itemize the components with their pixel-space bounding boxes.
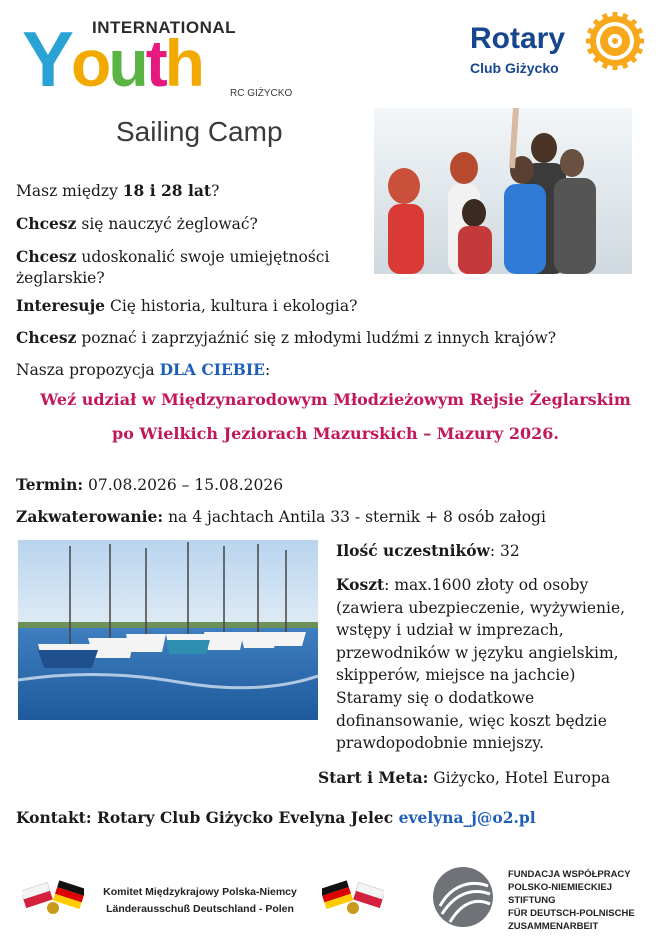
- headline-line1: Weź udział w Międzynarodowym Młodzieżowym Rejsie Żeglarskim: [40, 390, 631, 409]
- fundacja-line: FUNDACJA WSPÓŁPRACY: [508, 869, 631, 880]
- logo-letter-y: Y: [22, 15, 72, 103]
- zakwaterowanie: [16, 506, 546, 528]
- logo-rc-gizycko: RC GIŻYCKO: [230, 88, 293, 99]
- intro-question-interests: [16, 295, 357, 317]
- logo-international: INTERNATIONAL: [92, 18, 237, 37]
- rotary-subtitle: Club Giżycko: [470, 60, 559, 76]
- fundacja-line: FÜR DEUTSCH-POLNISCHE: [508, 908, 635, 919]
- intro-q4-bold: Interesuje: [16, 296, 106, 315]
- koszt-line: prawdopodobnie mniejszy.: [336, 734, 544, 753]
- fundacja-text: [508, 868, 635, 933]
- contact-label: Kontakt: Rotary Club Giżycko Evelyna Jelec: [16, 808, 399, 827]
- intro-offer: [16, 359, 270, 381]
- logo-letter-u: u: [108, 26, 146, 100]
- ilosc-value: : 32: [489, 542, 520, 560]
- sailing-boats-photo: [18, 540, 318, 720]
- koszt-line: (zawiera ubezpieczenie, wyżywienie,: [336, 598, 626, 617]
- intro-question-learn: [16, 213, 258, 235]
- koszt-line: skipperów, miejsce na jachcie): [336, 666, 576, 685]
- rotary-title: Rotary: [470, 22, 566, 55]
- intro-q5-rest: poznać i zaprzyjaźnić się z młodymi ludźmi z innych krajów?: [76, 329, 557, 347]
- logo-letter-t: t: [145, 26, 165, 100]
- rotary-wheel-icon: [584, 10, 646, 72]
- termin-value: 07.08.2026 – 15.08.2026: [83, 476, 284, 494]
- intro-q2-rest: się nauczyć żeglować?: [76, 215, 258, 233]
- koszt-line: Staramy się o dodatkowe: [336, 688, 535, 707]
- fundacja-line: POLSKO-NIEMIECKIEJ: [508, 882, 612, 893]
- fundacja-logo-icon: [432, 866, 494, 928]
- intro-question-age: [16, 180, 219, 202]
- koszt-line: : max.1600 złoty od osoby: [384, 576, 589, 594]
- intro-q3-rest: udoskonalić swoje umiejętności: [76, 248, 330, 266]
- ilosc-uczestnikow: [336, 540, 520, 562]
- intro-q1-post: ?: [211, 182, 220, 200]
- fundacja-line: STIFTUNG: [508, 895, 556, 906]
- koszt-block: [336, 574, 656, 755]
- koszt-line: dofinansowanie, więc koszt będzie: [336, 711, 607, 730]
- start-value: Giżycko, Hotel Europa: [428, 769, 611, 787]
- flags-de-pl-icon-right: [322, 874, 384, 924]
- fundacja-line: ZUSAMMENARBEIT: [508, 921, 599, 932]
- intro-q3-line2: żeglarskie?: [16, 269, 105, 287]
- group-photo: [374, 108, 632, 274]
- intro-q4-rest: Cię historia, kultura i ekologia?: [105, 297, 358, 315]
- intro-question-friends: [16, 327, 556, 349]
- contact-line: [16, 807, 536, 829]
- zakwaterowanie-value: na 4 jachtach Antila 33 - sternik + 8 osób załogi: [163, 508, 546, 526]
- rotary-logo: [470, 10, 650, 80]
- logo-letter-h: h: [164, 26, 202, 100]
- intro-q1-pre: Masz między: [16, 182, 123, 200]
- logo-letter-o: o: [71, 26, 109, 100]
- koszt-line: wstępy i udział w imprezach,: [336, 621, 564, 640]
- intro-question-improve: [16, 246, 356, 289]
- logo-sailing-camp: Sailing Camp: [116, 116, 283, 147]
- komitet-line1: Komitet Międzykrajowy Polska-Niemcy: [103, 886, 297, 898]
- zakwaterowanie-label: Zakwaterowanie:: [16, 507, 164, 526]
- intro-q1-bold: 18 i 28 lat: [122, 181, 212, 200]
- intro-q5-bold: Chcesz: [16, 328, 77, 347]
- intro-q3-bold: Chcesz: [16, 247, 77, 266]
- termin: [16, 474, 283, 496]
- flags-pl-de-icon-left: [22, 874, 84, 924]
- koszt-line: przewodników w języku angielskim,: [336, 643, 619, 662]
- intro-offer-bold: DLA CIEBIE: [159, 360, 265, 379]
- start-meta: [318, 767, 610, 789]
- intro-q2-bold: Chcesz: [16, 214, 77, 233]
- intro-offer-pre: Nasza propozycja: [16, 361, 160, 379]
- start-label: Start i Meta:: [318, 768, 429, 787]
- komitet-line2: Länderausschuß Deutschland - Polen: [106, 903, 294, 915]
- youth-sailing-camp-logo: [22, 16, 302, 156]
- headline-line2: po Wielkich Jeziorach Mazurskich – Mazury 2026.: [112, 424, 559, 443]
- termin-label: Termin:: [16, 475, 84, 494]
- koszt-label: Koszt: [336, 575, 385, 594]
- komitet-text: [92, 884, 308, 918]
- intro-offer-post: :: [264, 361, 271, 379]
- contact-email-link[interactable]: evelyna_j@o2.pl: [398, 808, 536, 827]
- ilosc-label: Ilość uczestników: [336, 541, 490, 560]
